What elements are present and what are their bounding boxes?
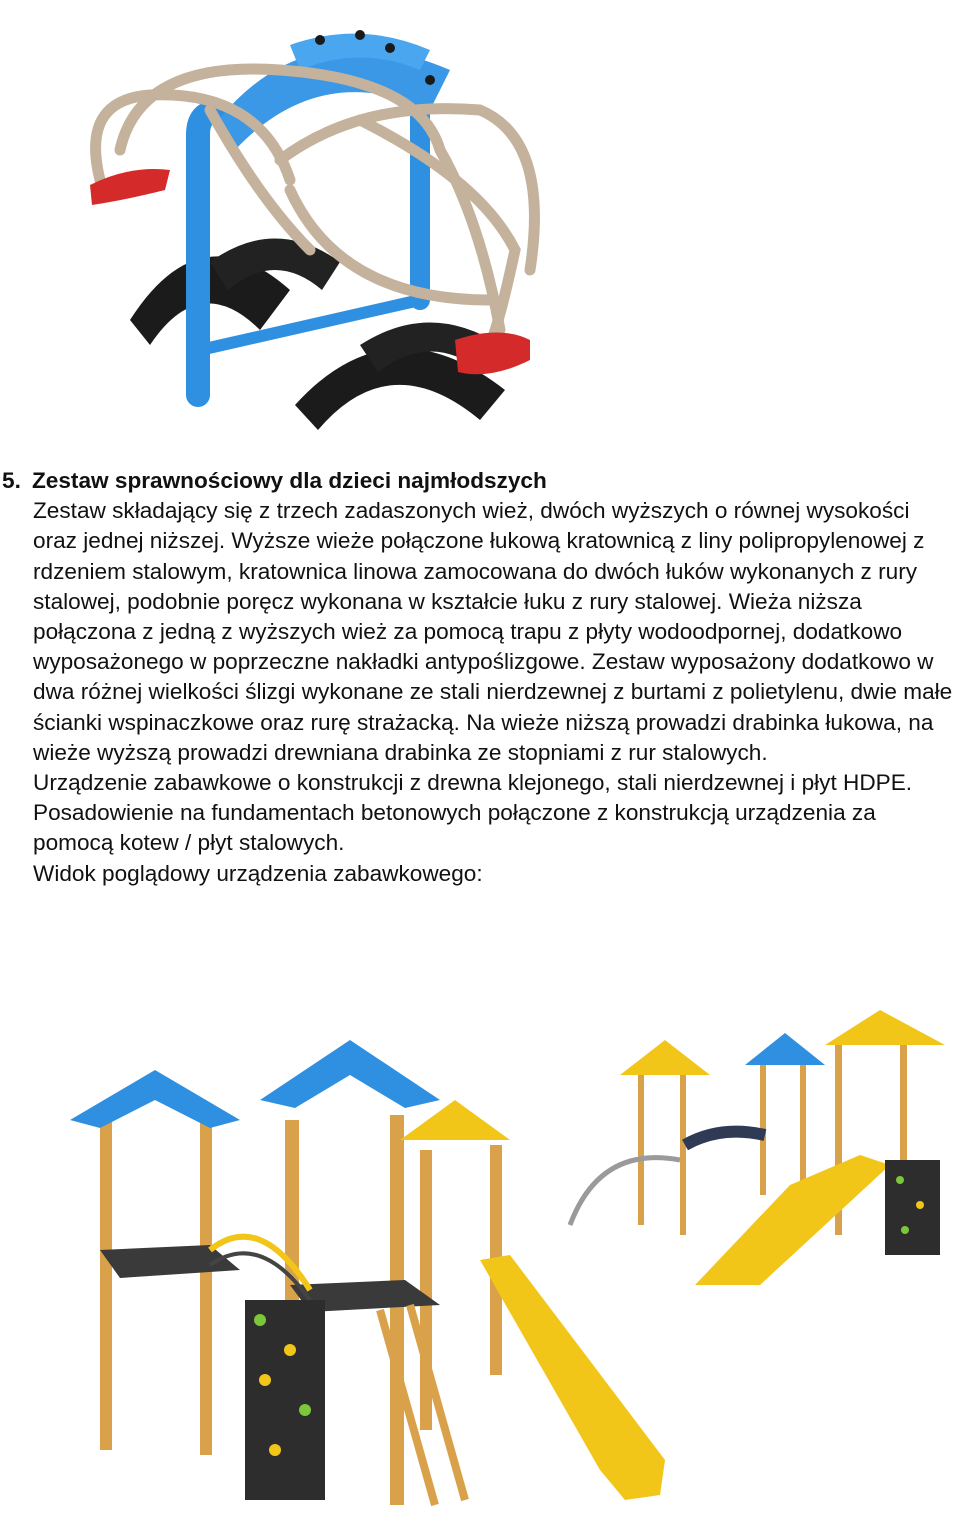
paragraph-foundation: Posadowienie na fundamentach betonowych połączone z konstrukcją urządzenia za pomocą kotew / płyt stalowych.: [33, 800, 876, 856]
side-arch-ladder: [570, 1158, 680, 1225]
paragraph-description: Zestaw składający się z trzech zadaszonych wież, dwóch wyższych o równej wysokości oraz jednej niższej. Wyższe wieże połączone łukową kratownicą z liny polipropylenowej z rdzeniem stalowym, kratownica linowa zamocowana do dwóch łuków wykonanych z rury stalowej, podobnie poręcz wykonana w kształcie łuku z rury stalowej. Wieża niższa połączona z jedną z wyższych wież za pomocą trapu z płyty wodoodpornej, dodatkowo wyposażonego w poprzeczne nakładki antypoślizgowe. Zestaw wyposażony dodatkowo w dwa różnej wielkości ślizgi wykonane ze stali nierdzewnej z burtami z polietylenu, dwie małe ścianki wspinaczkowe oraz rurę strażacką. Na wieże niższą prowadzi drabinka łukowa, na wieże wyższą prowadzi drewniana drabinka ze stopniami z rur stalowych.: [33, 498, 953, 765]
side-roofs: [620, 1010, 945, 1075]
section-title: Zestaw sprawnościowy dla dzieci najmłodszych: [32, 468, 547, 493]
paragraph-view-caption: Widok poglądowy urządzenia zabawkowego:: [33, 860, 483, 886]
playground-side-drawing: [560, 1005, 960, 1305]
section-heading: [0, 466, 955, 496]
section-number: 5.: [2, 468, 21, 493]
right-red-seat-shape: [455, 333, 530, 375]
side-bridge: [685, 1132, 765, 1145]
playground-side-illustration: [560, 1005, 960, 1305]
paragraph-construction: Urządzenie zabawkowe o konstrukcji z drewna klejonego, stali nierdzewnej i płyt HDPE.: [33, 770, 913, 796]
side-climbing-wall: [885, 1160, 940, 1255]
front-climbing-wall: [245, 1300, 325, 1500]
balance-arch-illustration: [60, 0, 580, 440]
side-slide: [695, 1155, 890, 1285]
description-text-block: [0, 466, 955, 889]
balance-arch-drawing: [60, 0, 580, 440]
